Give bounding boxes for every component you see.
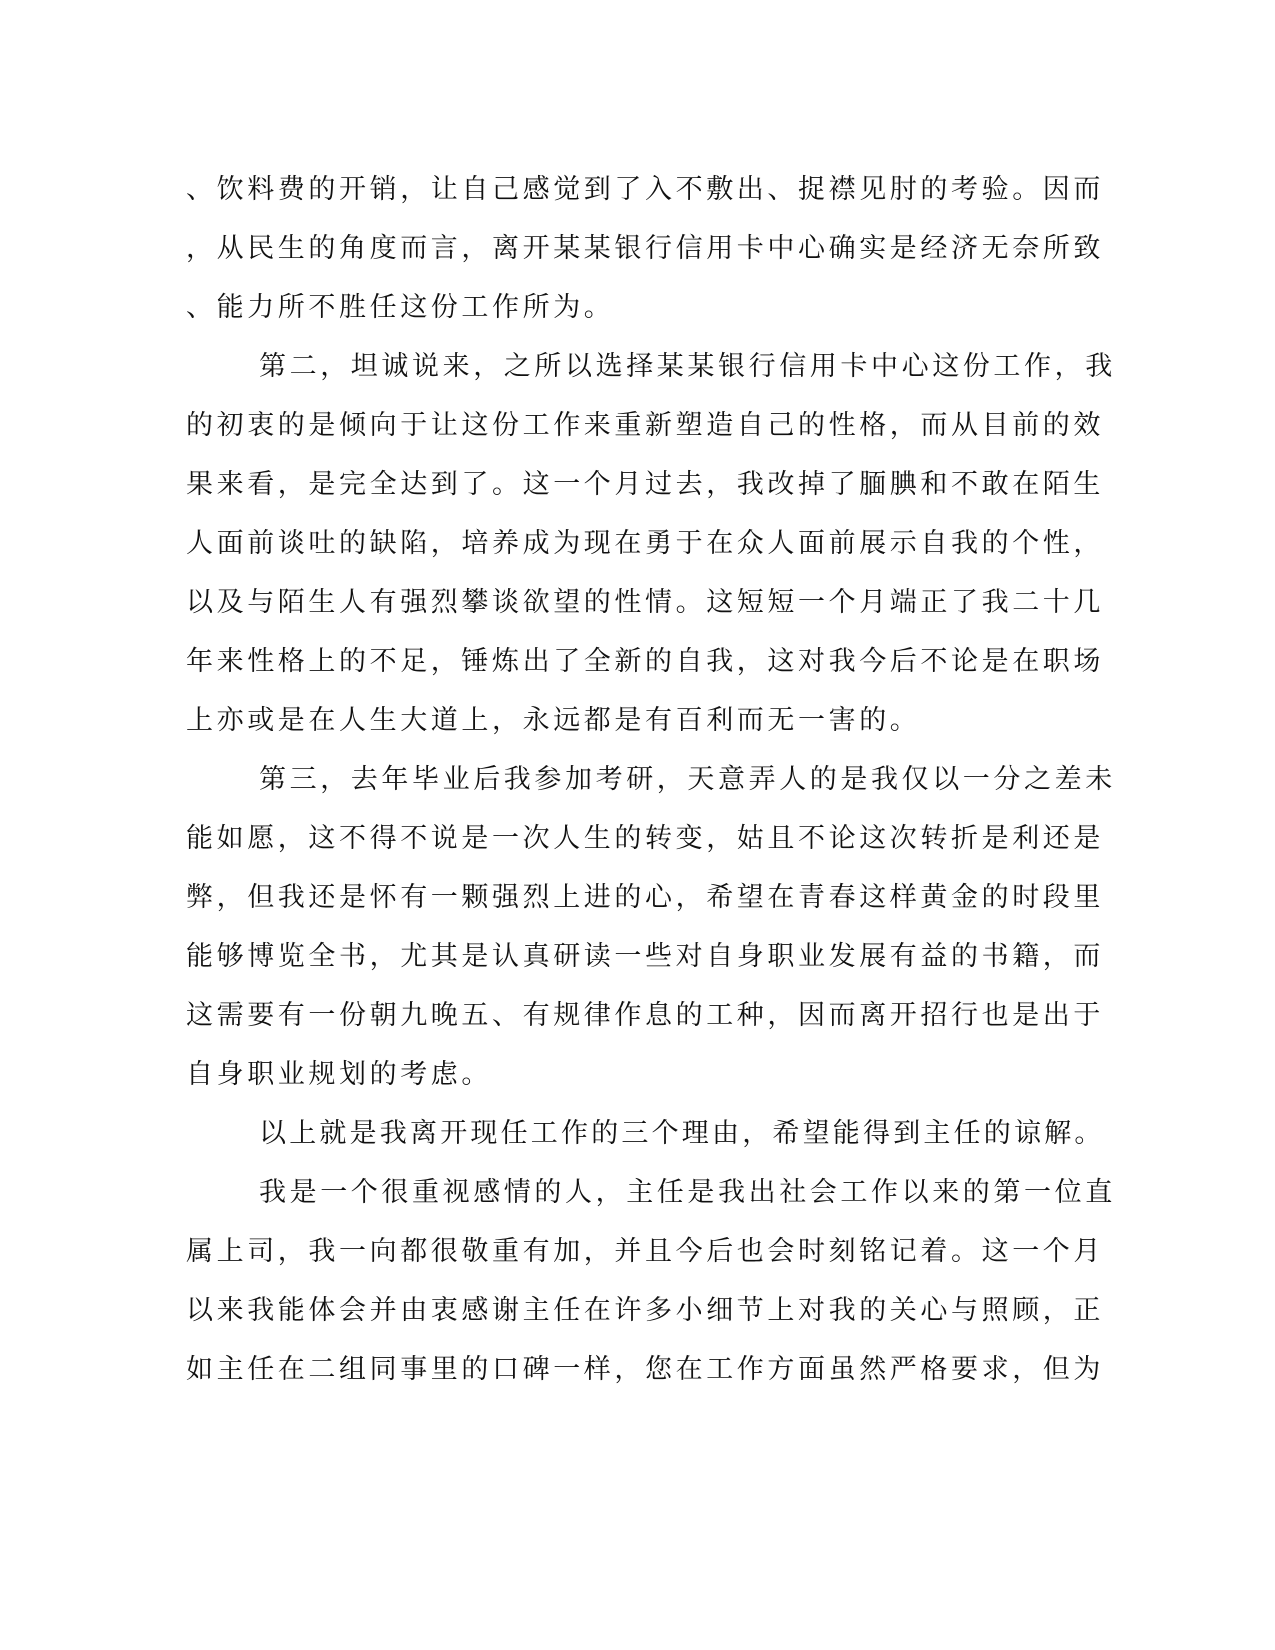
text-line: 的初衷的是倾向于让这份工作来重新塑造自己的性格，而从目前的效 [186, 410, 1104, 441]
paragraph-start-line: 我是一个很重视感情的人，主任是我出社会工作以来的第一位直 [259, 1177, 1116, 1208]
text-line: 如主任在二组同事里的口碑一样，您在工作方面虽然严格要求，但为 [186, 1354, 1104, 1385]
text-line: 以来我能体会并由衷感谢主任在许多小细节上对我的关心与照顾，正 [186, 1295, 1104, 1326]
paragraph-start-line: 第三，去年毕业后我参加考研，天意弄人的是我仅以一分之差未 [259, 764, 1116, 795]
text-line: 以及与陌生人有强烈攀谈欲望的性情。这短短一个月端正了我二十几 [186, 587, 1104, 618]
text-line: 人面前谈吐的缺陷，培养成为现在勇于在众人面前展示自我的个性， [186, 528, 1104, 559]
text-line: 能够博览全书，尤其是认真研读一些对自身职业发展有益的书籍，而 [186, 941, 1104, 972]
paragraph-start-line: 第二，坦诚说来，之所以选择某某银行信用卡中心这份工作，我 [259, 351, 1116, 382]
text-line: 上亦或是在人生大道上，永远都是有百利而无一害的。 [186, 705, 921, 736]
paragraph-start-line: 以上就是我离开现任工作的三个理由，希望能得到主任的谅解。 [259, 1118, 1105, 1149]
text-line: 果来看，是完全达到了。这一个月过去，我改掉了腼腆和不敢在陌生 [186, 469, 1104, 500]
text-line: ，从民生的角度而言，离开某某银行信用卡中心确实是经济无奈所致 [186, 233, 1104, 264]
text-line: 、能力所不胜任这份工作所为。 [186, 292, 615, 323]
text-line: 弊，但我还是怀有一颗强烈上进的心，希望在青春这样黄金的时段里 [186, 882, 1104, 913]
text-line: 属上司，我一向都很敬重有加，并且今后也会时刻铭记着。这一个月 [186, 1236, 1104, 1267]
text-line: 这需要有一份朝九晚五、有规律作息的工种，因而离开招行也是出于 [186, 1000, 1104, 1031]
text-line: 自身职业规划的考虑。 [186, 1059, 492, 1090]
text-line: 年来性格上的不足，锤炼出了全新的自我，这对我今后不论是在职场 [186, 646, 1104, 677]
text-line: 、饮料费的开销，让自己感觉到了入不敷出、捉襟见肘的考验。因而 [186, 174, 1104, 205]
body-text [186, 160, 1116, 1399]
text-line: 能如愿，这不得不说是一次人生的转变，姑且不论这次转折是利还是 [186, 823, 1104, 854]
